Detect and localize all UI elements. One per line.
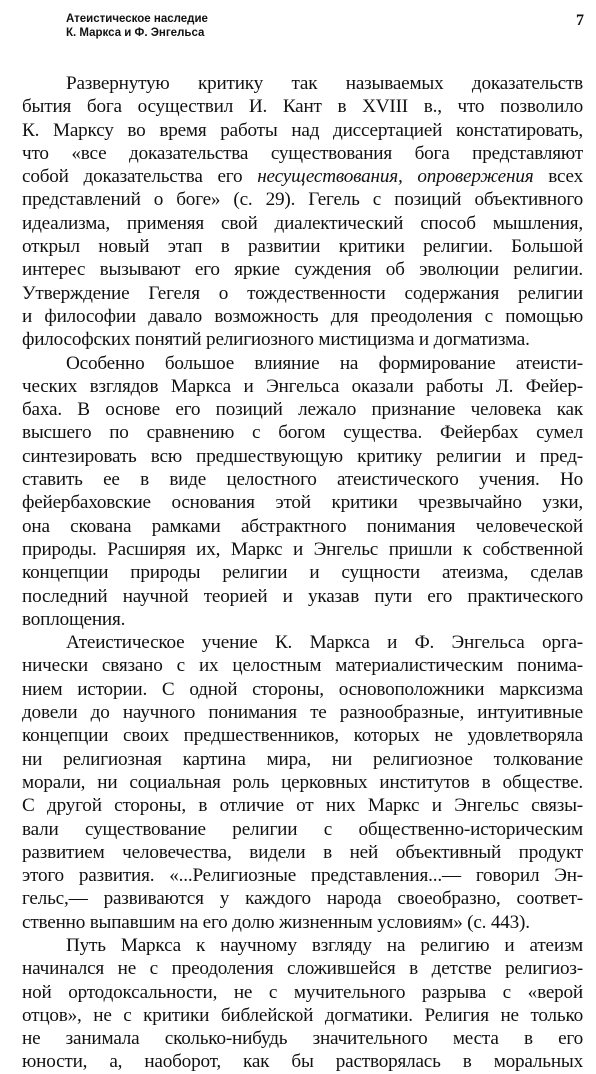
text-line: высшего по сравнению с богом существа. Фейербах сумел (22, 422, 583, 444)
text-line: она скована рамками абстрактного понимания человеческой (22, 515, 583, 537)
text-line: морали, ни социальная роль церковных институтов в обществе. (22, 771, 583, 793)
running-title-line-1: Атеистическое наследие (66, 13, 208, 25)
text-line: открыл новый этап в развитии критики религии. Большой (22, 236, 583, 258)
text-line: ческих взглядов Маркса и Энгельса оказали работы Л. Фейер- (22, 375, 583, 397)
text-line: Особенно большое влияние на формирование атеисти- (66, 352, 583, 374)
text-line: юности, а, наоборот, как бы растворялась в моральных (22, 1051, 583, 1073)
text-line: Атеистическое учение К. Маркса и Ф. Энгельса орга- (66, 632, 583, 654)
text-line: Развернутую критику так называемых доказательств (66, 73, 583, 94)
text-line: Путь Маркса к научному взгляду на религию и атеизм (66, 934, 583, 956)
text-line: этого развития. «...Религиозные представления...— говорил Эн- (22, 865, 583, 887)
running-header (66, 12, 536, 40)
italic-emphasis: несуществования, опровержения (257, 166, 534, 188)
text-line: С другой стороны, в отличие от них Маркс и Энгельс связы- (22, 795, 583, 817)
text-line: природы. Расширяя их, Маркс и Энгельс пришли к собственной (22, 538, 583, 560)
text-segment: всех (533, 166, 583, 188)
text-line: нием истории. С одной стороны, основоположники марксизма (22, 678, 583, 700)
text-line (22, 165, 583, 188)
text-line: гельс,— развиваются у каждого народа своеобразно, соответ- (22, 888, 583, 910)
text-line: вали существование религии с общественно-историческим (22, 818, 583, 840)
text-line: бытия бога осуществил И. Кант в XVIII в., что позволило (22, 96, 583, 118)
text-line: и философии давало возможность для преодоления с помощью (22, 305, 583, 327)
text-line: не занимала сколько-нибудь значительного места в его (22, 1028, 583, 1050)
text-line: отцов», не с критики библейской догматики. Религия не только (22, 1004, 583, 1026)
text-line: нически связано с их целостным материалистическим понима- (22, 655, 583, 677)
page-number: 7 (576, 12, 584, 29)
text-line: Утверждение Гегеля о тождественности содержания религии (22, 282, 583, 304)
text-segment: собой доказательства его (22, 166, 258, 188)
text-line: синтезировать всю предшествующую критику религии и пред- (22, 445, 583, 467)
text-line: концепции природы религии и сущности атеизма, сделав (22, 562, 583, 584)
text-line: развитием человечества, видели в ней объективный продукт (22, 841, 583, 863)
text-line: начинался не с преодоления сложившейся в детстве религиоз- (22, 958, 583, 980)
text-line: представлений о боге» (с. 29). Гегель с позиций объективного (22, 189, 583, 211)
text-line: концепции своих предшественников, которых не удовлетворяла (22, 725, 583, 747)
text-line: интерес вызывают его яркие суждения об эволюции религии. (22, 259, 583, 281)
text-line: ставить ее в виде целостного атеистического учения. Но (22, 469, 583, 491)
text-line: воплощения. (22, 608, 126, 630)
text-line: философских понятий религиозного мистицизма и догматизма. (22, 329, 530, 351)
text-line: ни религиозная картина мира, ни религиозное толкование (22, 748, 583, 770)
text-line: идеализма, применяя свой диалектический способ мышления, (22, 212, 583, 234)
text-line: ственно выпавшим на его долю жизненным условиям» (с. 443). (22, 911, 530, 933)
text-line: ной ортодоксальности, не с мучительного разрыва с «верой (22, 981, 583, 1003)
running-title-line-2: К. Маркса и Ф. Энгельса (66, 27, 205, 39)
text-line: что «все доказательства существования бога представляют (22, 142, 583, 164)
text-line: довели до научного понимания те разнообразные, интуитивные (22, 702, 583, 724)
text-line: последний научной теорией и указав пути его практического (22, 585, 583, 607)
text-line: фейербаховские основания этой критики чрезвычайно узки, (22, 492, 583, 514)
text-line: баха. В основе его позиций лежало признание человека как (22, 399, 583, 421)
text-line: К. Марксу во время работы над диссертацией констатировать, (22, 119, 583, 141)
body-text (22, 72, 583, 1074)
